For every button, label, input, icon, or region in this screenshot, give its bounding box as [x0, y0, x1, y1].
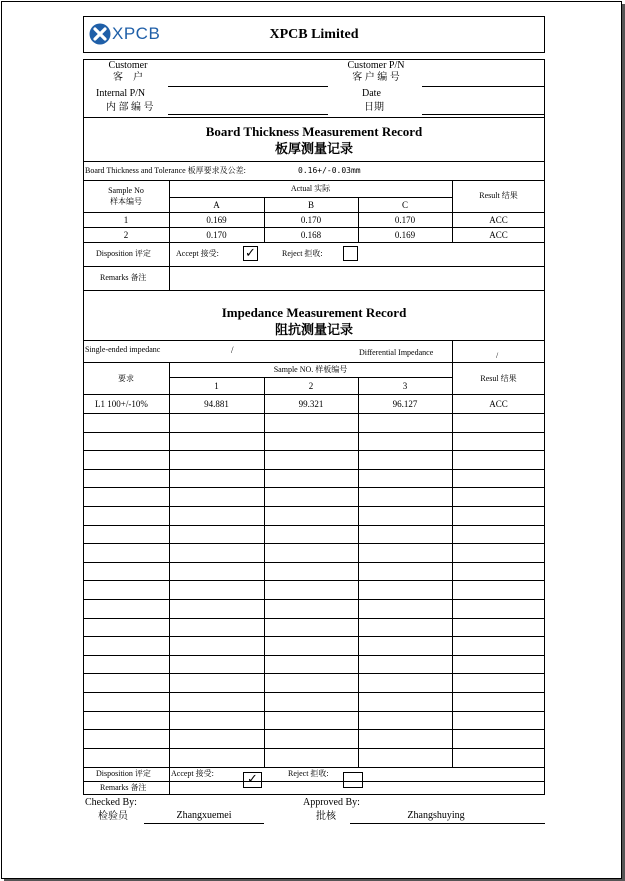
single-ended-label: Single-ended impedanc — [85, 345, 161, 354]
date-label-cn: 日期 — [364, 102, 384, 113]
table-row-line — [83, 580, 545, 581]
company-name: XPCB Limited — [269, 27, 359, 42]
customer-label-cn: 客 户 — [113, 72, 143, 83]
col-1: 1 — [214, 381, 219, 391]
table-row: L1 100+/-10% — [95, 399, 148, 409]
grid-line — [169, 377, 452, 378]
col-result: Result 结果 — [479, 191, 518, 200]
table-row-line — [83, 599, 545, 600]
checked-by-line — [144, 823, 264, 824]
table-row: 2 — [123, 230, 129, 240]
table-row-line — [83, 711, 545, 712]
reject-label: Reject 拒收: — [282, 249, 323, 258]
col-b: B — [307, 200, 314, 210]
col-2: 2 — [308, 381, 314, 391]
grid-line — [83, 340, 545, 341]
table-row-line — [83, 525, 545, 526]
grid-line — [83, 290, 545, 291]
grid-line — [264, 377, 265, 767]
impedance-title-en: Impedance Measurement Record — [221, 305, 407, 320]
grid-line — [83, 242, 545, 243]
table-row-line — [83, 673, 545, 674]
divider — [83, 180, 545, 181]
table-row-line — [83, 636, 545, 637]
checked-by-label-en: Checked By: — [85, 797, 137, 808]
customer-pn-label-cn: 客 户 编 号 — [352, 72, 400, 83]
internal-pn-label-cn: 内 部 编 号 — [106, 102, 154, 113]
col-result: Resul 结果 — [480, 374, 517, 383]
table-row-line — [83, 729, 545, 730]
customer-field — [168, 86, 328, 87]
grid-line — [452, 340, 453, 362]
table-row-line — [83, 413, 545, 414]
divider — [83, 117, 545, 118]
grid-line — [358, 377, 359, 767]
approved-by-label-cn: 批核 — [316, 811, 336, 822]
customer-label-en: Customer — [108, 60, 148, 71]
reject-label: Reject 拒收: — [288, 769, 329, 778]
differential-value: / — [496, 351, 499, 360]
differential-label: Differential Impedance — [359, 348, 434, 357]
table-row-line — [83, 432, 545, 433]
approved-by-line — [350, 823, 545, 824]
table-row-line — [83, 618, 545, 619]
col-sample-en: Sample No — [108, 186, 144, 195]
thickness-title-en: Board Thickness Measurement Record — [205, 124, 423, 139]
disposition-label: Disposition 评定 — [96, 769, 151, 778]
xpcb-logo-icon — [89, 23, 111, 45]
customer-pn-label-en: Customer P/N — [347, 60, 405, 71]
remarks-label: Remarks 备注 — [100, 783, 147, 792]
table-cell: 0.169 — [206, 215, 227, 225]
table-cell: ACC — [489, 230, 508, 240]
tolerance-value: 0.16+/-0.03mm — [298, 166, 361, 175]
table-row-line — [83, 543, 545, 544]
date-field — [422, 114, 545, 115]
table-cell: 96.127 — [392, 399, 418, 409]
col-3: 3 — [402, 381, 408, 391]
thickness-title-cn: 板厚测量记录 — [274, 142, 353, 157]
logo-text: XPCB — [112, 24, 161, 43]
accept-label: Accept 接受: — [176, 249, 219, 258]
remarks-label: Remarks 备注 — [100, 273, 147, 282]
accept-checkbox[interactable]: ✓ — [243, 772, 262, 788]
table-row-line — [83, 562, 545, 563]
divider — [83, 161, 545, 162]
table-row: 1 — [123, 215, 129, 225]
table-row-line — [83, 469, 545, 470]
tolerance-label: Board Thickness and Tolerance 板厚要求及公差: — [85, 166, 246, 175]
table-cell: 94.881 — [204, 399, 229, 409]
table-cell: 99.321 — [298, 399, 324, 409]
table-cell: 0.170 — [394, 215, 416, 225]
grid-line — [169, 362, 170, 767]
table-row-line — [83, 506, 545, 507]
grid-line — [169, 197, 452, 198]
approved-by-name: Zhangshuying — [407, 810, 465, 821]
internal-pn-field — [168, 114, 328, 115]
table-cell: 0.169 — [394, 230, 416, 240]
customer-pn-field — [422, 86, 545, 87]
impedance-title-cn: 阻抗测量记录 — [274, 323, 353, 338]
col-sample-cn: 样本编号 — [110, 197, 142, 206]
table-cell: 0.170 — [206, 230, 227, 240]
grid-line — [83, 394, 545, 395]
approved-by-label-en: Approved By: — [303, 797, 360, 808]
checked-by-label-cn: 检验员 — [98, 811, 128, 822]
col-a: A — [213, 200, 220, 210]
table-row-line — [83, 692, 545, 693]
table-cell: ACC — [489, 399, 508, 409]
single-ended-value: / — [231, 345, 234, 355]
table-cell: 0.170 — [300, 215, 322, 225]
col-requirement: 要求 — [118, 374, 134, 383]
table-row-line — [83, 748, 545, 749]
table-cell: 0.168 — [300, 230, 322, 240]
table-cell: ACC — [489, 215, 508, 225]
table-row-line — [83, 450, 545, 451]
reject-checkbox[interactable] — [343, 246, 358, 261]
table-row-line — [83, 655, 545, 656]
reject-checkbox[interactable] — [343, 772, 363, 788]
grid-line — [452, 362, 453, 767]
col-actual: Actual 实际 — [290, 184, 331, 193]
table-row-line — [83, 487, 545, 488]
accept-checkbox[interactable]: ✓ — [243, 246, 258, 261]
grid-line — [83, 227, 545, 228]
internal-pn-label-en: Internal P/N — [96, 88, 146, 99]
col-c: C — [401, 200, 408, 210]
grid-line — [83, 212, 545, 213]
accept-label: Accept 接受: — [171, 769, 214, 778]
grid-line — [83, 781, 545, 782]
grid-line — [83, 266, 545, 267]
checked-by-name: Zhangxuemei — [176, 810, 232, 821]
grid-line — [83, 362, 545, 363]
disposition-label: Disposition 评定 — [96, 249, 151, 258]
date-label-en: Date — [362, 88, 381, 99]
col-sample-no: Sample NO. 样板编号 — [273, 365, 348, 374]
